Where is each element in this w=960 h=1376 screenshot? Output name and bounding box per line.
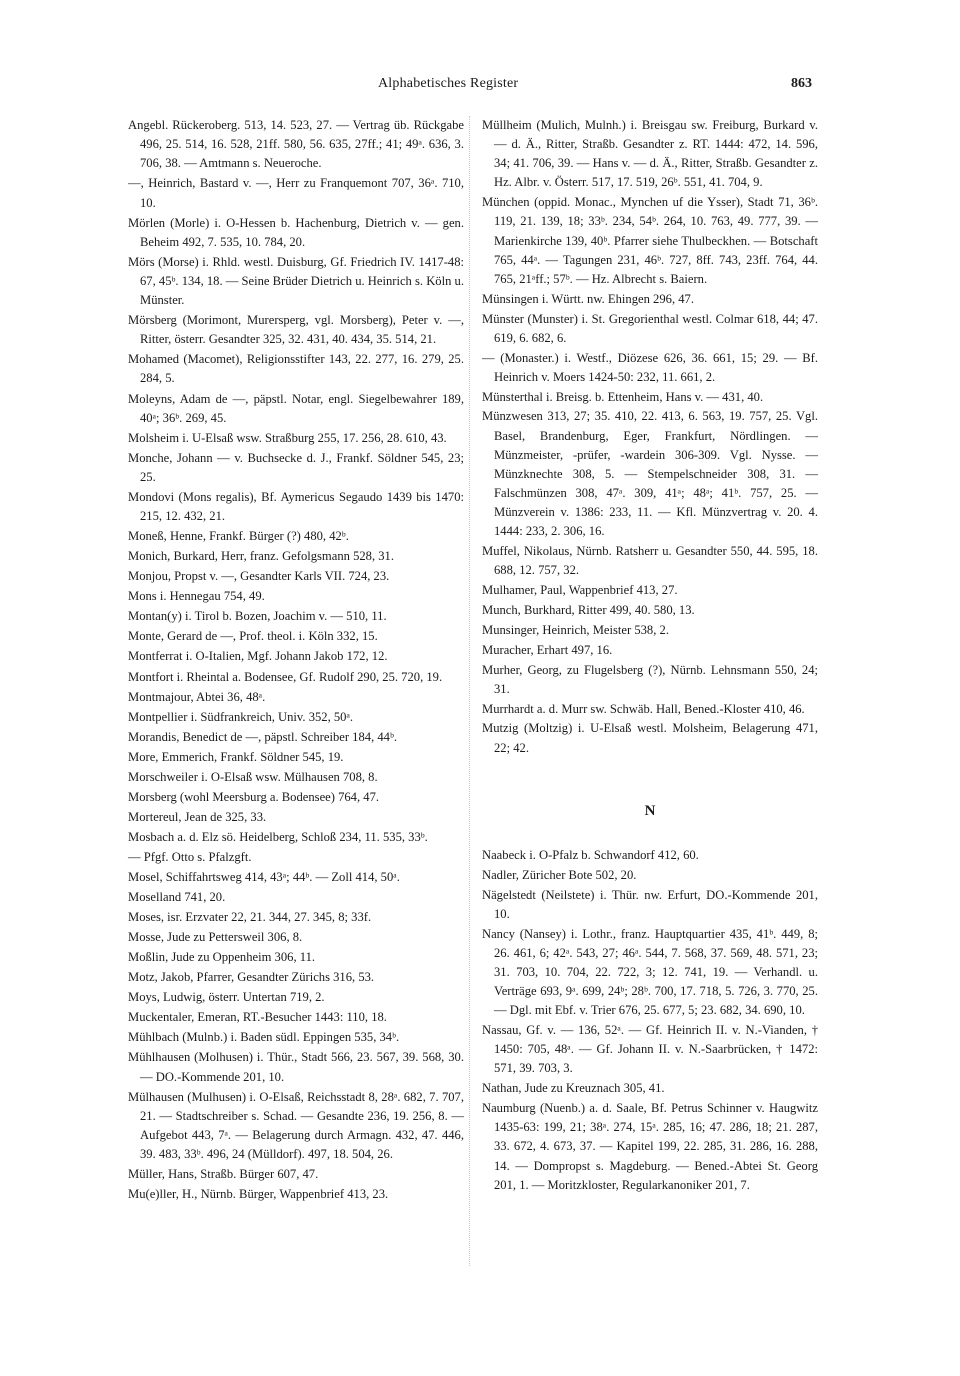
index-entry: Morschweiler i. O-Elsaß wsw. Mülhausen 708, 8. [128,769,378,784]
index-entry: Montan(y) i. Tirol b. Bozen, Joachim v. — 510, 11. [128,609,387,624]
index-entry: Moneß, Henne, Frankf. Bürger (?) 480, 42ᵇ. [128,529,349,544]
index-entry: Mohamed (Macomet), Religionsstifter 143, 22. 277, 16. 279, 25. 284, 5. [128,352,464,386]
index-entry: Münster (Munster) i. St. Gregorienthal westl. Colmar 618, 44; 47. 619, 6. 682, 6. [482,311,818,345]
index-entry: Moses, isr. Erzvater 22, 21. 344, 27. 345, 8; 33f. [128,910,372,925]
index-entry: Muckentaler, Emeran, RT.-Besucher 1443: 110, 18. [128,1010,387,1025]
index-entry: Montmajour, Abtei 36, 48ᵃ. [128,689,266,704]
index-entry: Angebl. Rückeroberg. 513, 14. 523, 27. — Vertrag üb. Rückgabe 496, 25. 514, 16. 528, 21ff. 580, 56. 635, 27ff.; 41; 49ᵃ. 636, 3. 706, 38. — Amtmann s. Neueroche. [128,118,464,171]
index-entry: Mosse, Jude zu Pettersweil 306, 8. [128,930,303,945]
section-letter-n: N [644,802,656,819]
index-entry: München (oppid. Monac., Mynchen uf die Ysser), Stadt 71, 36ᵇ. 119, 21. 139, 18; 33ᵇ. 234, 54ᵇ. 264, 10. 763, 49. 777, 39. — Marienkirche 139, 40ᵇ. Pfarrer siehe Thulbeckhen. — Botschaft 765, 44ᵃ. — Tagungen 231, 46ᵇ. 727, 8ff. 743, 23ff. 764, 44. 765, 21ᵃff.; 57ᵇ. — Hz. Albrecht s. Baiern. [482,195,818,286]
running-title: Alphabetisches Register [378,76,519,91]
index-entry: Moselland 741, 20. [128,890,226,905]
index-entry: Mortereul, Jean de 325, 33. [128,809,267,824]
index-entry: Mörsberg (Morimont, Murersperg, vgl. Morsberg), Peter v. —, Ritter, österr. Gesandter 325, 32. 431, 40. 434, 35. 514, 21. [128,313,464,347]
index-entry: Murrhardt a. d. Murr sw. Schwäb. Hall, Bened.-Kloster 410, 46. [482,701,805,716]
index-entry: — (Monaster.) i. Westf., Diözese 626, 36. 661, 15; 29. — Bf. Heinrich v. Moers 1424-50: 232, 11. 661, 2. [482,350,818,384]
index-entry: Monche, Johann — v. Buchsecke d. J., Frankf. Söldner 545, 23; 25. [128,450,464,484]
index-entry: Münsingen i. Württ. nw. Ehingen 296, 47. [482,291,694,306]
index-entry: Naabeck i. O-Pfalz b. Schwandorf 412, 60. [482,847,699,862]
entries-n [482,846,818,1195]
index-entry: Monich, Burkard, Herr, franz. Gefolgsmann 528, 31. [128,549,394,564]
index-entry: Montpellier i. Südfrankreich, Univ. 352, 50ᵃ. [128,709,354,724]
index-entry: Monjou, Propst v. —, Gesandter Karls VII. 724, 23. [128,569,390,584]
index-entry: Molsheim i. U-Elsaß wsw. Straßburg 255, 17. 256, 28. 610, 43. [128,430,447,445]
index-entry: Mörlen (Morle) i. O-Hessen b. Hachenburg, Dietrich v. — gen. Beheim 492, 7. 535, 10. 784, 20. [128,215,464,249]
entries-m [482,116,818,758]
index-entry: Mons i. Hennegau 754, 49. [128,589,265,604]
index-entry: Murher, Georg, zu Flugelsberg (?), Nürnb. Lehnsmann 550, 24; 31. [482,662,818,696]
index-entry: Mosel, Schiffahrtsweg 414, 43ᵃ; 44ᵇ. — Zoll 414, 50ᵃ. [128,869,400,884]
index-entry: Mosbach a. d. Elz sö. Heidelberg, Schloß 234, 11. 535, 33ᵇ. [128,829,428,844]
index-entry: Müller, Hans, Straßb. Bürger 607, 47. [128,1167,319,1182]
index-entry: Mondovi (Mons regalis), Bf. Aymericus Segaudo 1439 bis 1470: 215, 12. 432, 21. [128,489,464,524]
index-entry: Naumburg (Nuenb.) a. d. Saale, Bf. Petrus Schinner v. Haugwitz 1435-63: 199, 21; 38ᵃ. 274, 15ᵃ. 285, 16; 47. 286, 18; 21. 287, 33. 672, 4. 673, 37. — Kapitel 199, 22. 285, 31. 286, 16. 288, 14. — Dompropst s. Magdeburg. — Bened.-Abtei St. Georg 201, 1. — Moritzkloster, Regularkanoniker 201, 7. [482,1101,818,1192]
index-entry: Müllheim (Mulich, Mulnh.) i. Breisgau sw. Freiburg, Burkard v. — d. Ä., Ritter, Straßb. Gesandter z. RT. 1444: 472, 14. 596, 34; 41. 706, 39. — Hans v. — d. Ä., Ritter, Straßb. Gesandter z. Hz. Albr. v. Österr. 517, 17. 519, 26ᵇ. 551, 41. 704, 9. [482,118,818,190]
index-entry: Mu(e)ller, H., Nürnb. Bürger, Wappenbrief 413, 23. [128,1187,389,1202]
index-entry: Montfort i. Rheintal a. Bodensee, Gf. Rudolf 290, 25. 720, 19. [128,669,443,684]
index-entry: Münzwesen 313, 27; 35. 410, 22. 413, 6. 563, 19. 757, 25. Vgl. Basel, Brandenburg, Eger, Frankfurt, Nördlingen. — Münzmeister, -prüfer, -wardein 306-309. Vgl. Nysse. — Münzknechte 308, 5. — Stempelschneider 308, 31. — Falschmünzen 308, 47ᵃ. 309, 41ᵃ; 48ᵃ; 41ᵇ. 757, 25. — Münzverein v. 1386: 233, 11. — Kfl. Münzvertrag v. 20. 4. 1444: 233, 2. 306, 16. [482,409,818,539]
index-entry: Mühlhausen (Molhusen) i. Thür., Stadt 566, 23. 567, 39. 568, 30. — DO.-Kommende 201, 10. [128,1050,464,1084]
index-entry: Nancy (Nansey) i. Lothr., franz. Hauptquartier 435, 41ᵇ. 449, 8; 26. 461, 6; 42ᵃ. 543, 27; 46ᵃ. 544, 7. 568, 37. 569, 48. 571, 23; 31. 703, 10. 704, 22. 722, 3; 12. 741, 19. — Verhandl. u. Verträge 693, 9ᵃ. 699, 24ᵇ; 28ᵇ. 700, 17. 718, 5. 726, 3. 770, 25. — Dgl. mit Ebf. v. Trier 676, 25. 677, 5; 23. 682, 34. 690, 10. [482,926,818,1018]
column-divider [469,116,471,1266]
index-entry: Moßlin, Jude zu Oppenheim 306, 11. [128,950,316,965]
index-entry: Muracher, Erhart 497, 16. [482,642,613,657]
index-entry: Nägelstedt (Neilstete) i. Thür. nw. Erfurt, DO.-Kommende 201, 10. [482,887,818,921]
index-entry: More, Emmerich, Frankf. Söldner 545, 19. [128,749,344,764]
index-entry: — Pfgf. Otto s. Pfalzgft. [128,849,252,864]
index-entry: Mulhamer, Paul, Wappenbrief 413, 27. [482,583,678,598]
left-column [128,116,464,1205]
page-header [128,76,812,98]
index-entry: Monte, Gerard de —, Prof. theol. i. Köln 332, 15. [128,629,378,644]
right-column [482,116,818,1196]
page-number: 863 [791,76,812,91]
index-entry: Nassau, Gf. v. — 136, 52ᵃ. — Gf. Heinrich II. v. N.-Vianden, † 1450: 705, 48ᵃ. — Gf. Johann II. v. N.-Saarbrücken, † 1472: 571, 39. 703, 3. [482,1023,818,1076]
index-entry: Moys, Ludwig, österr. Untertan 719, 2. [128,990,325,1005]
index-entry: Mutzig (Moltzig) i. U-Elsaß westl. Molsheim, Belagerung 471, 22; 42. [482,721,818,755]
index-entry: —, Heinrich, Bastard v. —, Herr zu Franquemont 707, 36ᵃ. 710, 10. [128,176,464,210]
index-entry: Nathan, Jude zu Kreuznach 305, 41. [482,1081,665,1096]
index-entry: Moleyns, Adam de —, päpstl. Notar, engl. Siegelbewahrer 189, 40ᵃ; 36ᵇ. 269, 45. [128,391,464,425]
index-entry: Münsterthal i. Breisg. b. Ettenheim, Hans v. — 431, 40. [482,389,764,404]
index-entry: Nadler, Züricher Bote 502, 20. [482,867,637,882]
index-entry: Munch, Burkhard, Ritter 499, 40. 580, 13. [482,603,695,618]
index-entry: Mühlbach (Mulnb.) i. Baden südl. Eppingen 535, 34ᵇ. [128,1030,400,1045]
index-entry: Mülhausen (Mulhusen) i. O-Elsaß, Reichsstadt 8, 28ᵃ. 682, 7. 707, 21. — Stadtschreiber s. Schad. — Gesandte 236, 19. 256, 8. — Aufgebot 443, 7ᵃ. — Belagerung durch Armagn. 432, 47. 446, 39. 483, 33ᵇ. 496, 24 (Mülldorf). 497, 18. 504, 26. [128,1089,464,1162]
index-entry: Morandis, Benedict de —, päpstl. Schreiber 184, 44ᵇ. [128,729,398,744]
index-entry: Montferrat i. O-Italien, Mgf. Johann Jakob 172, 12. [128,649,388,664]
index-entry: Mörs (Morse) i. Rhld. westl. Duisburg, Gf. Friedrich IV. 1417-48: 67, 45ᵇ. 134, 18. — Seine Brüder Dietrich u. Heinrich s. Köln u. Münster. [128,254,464,308]
index-entry: Motz, Jakob, Pfarrer, Gesandter Zürichs 316, 53. [128,970,375,985]
index-entry: Muffel, Nikolaus, Nürnb. Ratsherr u. Gesandter 550, 44. 595, 18. 688, 12. 757, 32. [482,544,818,578]
index-entry: Morsberg (wohl Meersburg a. Bodensee) 764, 47. [128,789,380,804]
index-entry: Munsinger, Heinrich, Meister 538, 2. [482,622,669,637]
